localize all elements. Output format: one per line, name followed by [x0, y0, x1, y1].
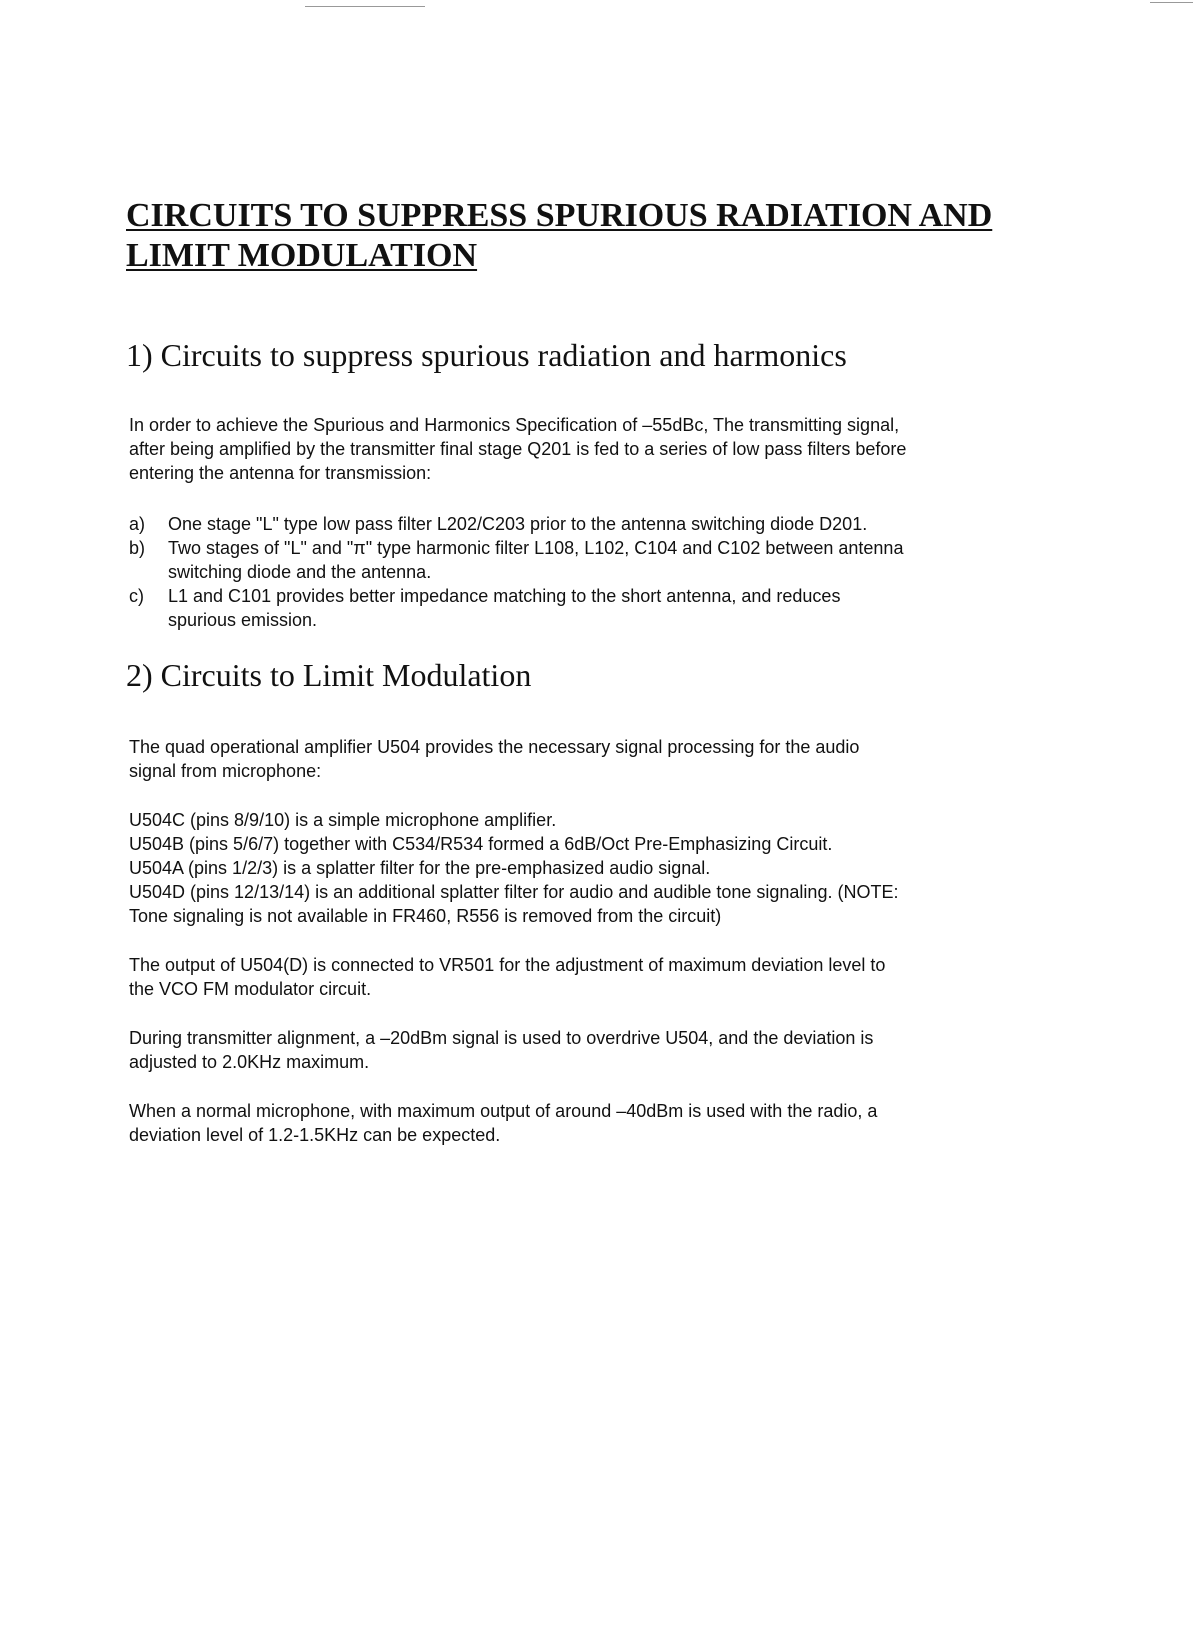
normal-line: When a normal microphone, with maximum output of around –40dBm is used with the radio, a — [129, 1101, 878, 1121]
normal-microphone-paragraph — [129, 1099, 1059, 1147]
page-title-line-2: LIMIT MODULATION — [126, 237, 478, 274]
stage-line: U504D (pins 12/13/14) is an additional splatter filter for audio and audible tone signaling. (NOTE: — [129, 882, 899, 902]
list-item-text: spurious emission. — [168, 610, 318, 630]
alignment-line: adjusted to 2.0KHz maximum. — [129, 1052, 370, 1072]
section-1-intro-line: In order to achieve the Spurious and Harmonics Specification of –55dBc, The transmitting signal, — [129, 415, 900, 435]
alignment-line: During transmitter alignment, a –20dBm signal is used to overdrive U504, and the deviation is — [129, 1028, 874, 1048]
page-title-line-1: CIRCUITS TO SUPPRESS SPURIOUS RADIATION AND — [126, 197, 993, 234]
list-marker: c) — [129, 586, 144, 606]
section-2-heading: 2) Circuits to Limit Modulation — [126, 657, 532, 693]
section-1-intro-line: after being amplified by the transmitter final stage Q201 is fed to a series of low pass filters before — [129, 439, 907, 459]
list-item-text: L1 and C101 provides better impedance matching to the short antenna, and reduces — [168, 586, 841, 606]
list-item — [129, 512, 1059, 536]
list-item-text: Two stages of "L" and "π" type harmonic filter L108, L102, C104 and C102 between antenna — [168, 538, 904, 558]
list-item — [129, 536, 1059, 584]
list-marker: a) — [129, 514, 146, 534]
stage-line: U504B (pins 5/6/7) together with C534/R534 formed a 6dB/Oct Pre-Emphasizing Circuit. — [129, 834, 833, 854]
list-item-text: One stage "L" type low pass filter L202/C203 prior to the antenna switching diode D201. — [168, 514, 868, 534]
section-1-intro — [129, 413, 1059, 485]
stage-line: Tone signaling is not available in FR460, R556 is removed from the circuit) — [129, 906, 722, 926]
section-2-intro-line: The quad operational amplifier U504 provides the necessary signal processing for the audio — [129, 737, 860, 757]
list-item-text: switching diode and the antenna. — [168, 562, 432, 582]
scan-speck — [305, 6, 425, 7]
amplifier-stages — [129, 808, 1059, 928]
alignment-paragraph — [129, 1026, 1059, 1074]
list-marker: b) — [129, 538, 146, 558]
output-paragraph — [129, 953, 1059, 1001]
stage-line: U504A (pins 1/2/3) is a splatter filter for the pre-emphasized audio signal. — [129, 858, 711, 878]
scan-speck — [1150, 2, 1193, 3]
filter-list — [129, 512, 1059, 632]
output-line: The output of U504(D) is connected to VR501 for the adjustment of maximum deviation level to — [129, 955, 886, 975]
list-item — [129, 584, 1059, 632]
normal-line: deviation level of 1.2-1.5KHz can be expected. — [129, 1125, 501, 1145]
section-2-intro — [129, 735, 1059, 783]
stage-line: U504C (pins 8/9/10) is a simple microphone amplifier. — [129, 810, 557, 830]
section-1-intro-line: entering the antenna for transmission: — [129, 463, 432, 483]
page-title — [126, 196, 1026, 276]
section-2-intro-line: signal from microphone: — [129, 761, 322, 781]
section-1-heading: 1) Circuits to suppress spurious radiation and harmonics — [126, 337, 847, 373]
output-line: the VCO FM modulator circuit. — [129, 979, 372, 999]
